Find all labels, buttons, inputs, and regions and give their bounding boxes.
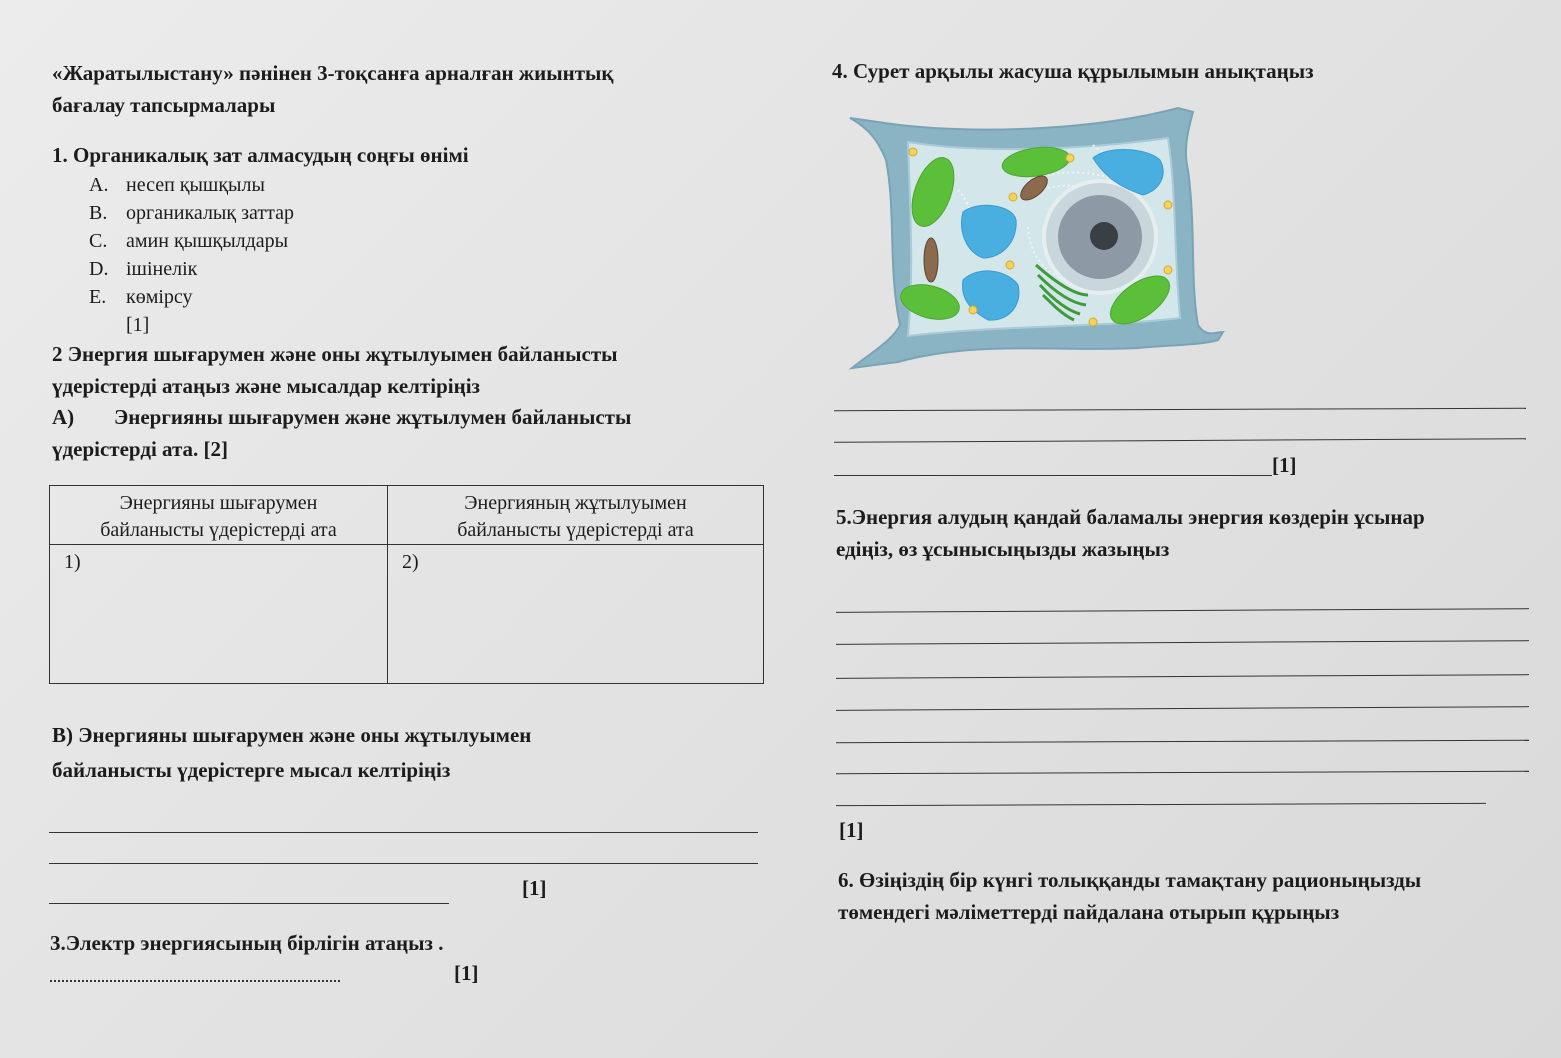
option-text: несеп қышқылы [126,174,265,196]
q1-option-d [89,255,294,283]
q2-prompt [52,339,618,401]
option-letter: E. [89,286,107,308]
plant-cell-diagram [838,100,1233,375]
answer-line[interactable] [834,475,1272,476]
answer-dotted-line[interactable] [50,980,340,982]
option-letter: C. [89,230,108,252]
option-text: амин қышқылдары [126,230,289,252]
answer-line[interactable] [836,771,1529,774]
answer-line[interactable] [836,640,1529,645]
q1-option-b [89,199,294,227]
answer-cell-1[interactable] [50,545,388,684]
q6-line-2: төмендегі мәліметтерді пайдалана отырып құрыңыз [838,900,1340,924]
header-line: байланысты үдерістерді ата [100,519,337,541]
q6-line-1: 6. Өзіңіздің бір күнгі толыққанды тамақтану рационыңызды [838,868,1422,892]
answer-cell-2[interactable] [388,545,764,684]
answer-line[interactable] [834,408,1526,411]
q2-b-score: [1] [522,876,547,900]
q2-b-line-2: байланысты үдерістерге мысал келтіріңіз [52,758,451,782]
option-letter: A. [89,174,109,196]
q5-prompt [836,502,1425,564]
q2-a-line-2: үдерістерді ата. [2] [52,437,229,461]
option-text: көмірсу [126,286,193,308]
answer-line[interactable] [836,803,1486,806]
q2-line-1: 2 Энергия шығарумен және оны жұтылуымен байланысты [52,342,618,366]
q6-prompt [838,865,1421,927]
q3-score: [1] [454,961,479,985]
q1-options [89,171,294,339]
q2-a-label: А) [52,405,75,429]
q2-b-line-1: В) Энергияны шығарумен және оны жұтылуымен [52,723,532,747]
answer-line[interactable] [836,608,1529,613]
title-line-2: бағалау тапсырмалары [52,93,276,117]
q2-part-b [52,720,531,785]
q1-option-a [89,171,294,199]
q1-score: [1] [126,314,150,336]
document-title [52,58,614,120]
option-text: органикалық заттар [126,202,294,224]
answer-line[interactable] [836,706,1529,711]
header-line: Энергияны шығарумен [119,492,318,514]
q2-a-line-1: Энергияны шығарумен және жұтылумен байланысты [114,405,632,429]
q5-line-2: едіңіз, өз ұсынысыңызды жазыңыз [836,537,1170,561]
option-text: ішінелік [126,258,198,280]
q2-part-a [52,402,631,464]
table-header-release [50,486,388,545]
q4-score: [1] [1272,453,1297,477]
q1-question: 1. Органикалық зат алмасудың соңғы өнімі [52,143,469,167]
table-header-absorb [388,486,764,545]
answer-line[interactable] [836,674,1529,679]
answer-line[interactable] [49,863,758,864]
option-letter: B. [89,202,108,224]
q5-line-1: 5.Энергия алудың қандай баламалы энергия көздерін ұсынар [836,505,1425,529]
answer-line[interactable] [836,740,1529,743]
q1-option-e [89,283,294,311]
q1-option-c [89,227,294,255]
q2-answer-table [49,485,764,684]
cell-number: 2) [402,551,419,573]
answer-line[interactable] [834,438,1526,443]
option-letter: D. [89,258,109,280]
header-line: Энергияның жұтылуымен [464,492,687,514]
nucleus [1044,181,1156,293]
answer-line[interactable] [49,832,758,833]
q3-question: 3.Электр энергиясының бірлігін атаңыз . [50,931,444,955]
q4-question: 4. Сурет арқылы жасуша құрылымын анықтаңыз [832,59,1314,83]
q5-score: [1] [839,818,864,842]
header-line: байланысты үдерістерді ата [457,519,694,541]
cell-number: 1) [64,551,81,573]
q2-line-2: үдерістерді атаңыз және мысалдар келтіріңіз [52,374,480,398]
answer-line[interactable] [49,903,449,904]
title-line-1: «Жаратылыстану» пәнінен 3-тоқсанға арналған жиынтық [52,61,614,85]
